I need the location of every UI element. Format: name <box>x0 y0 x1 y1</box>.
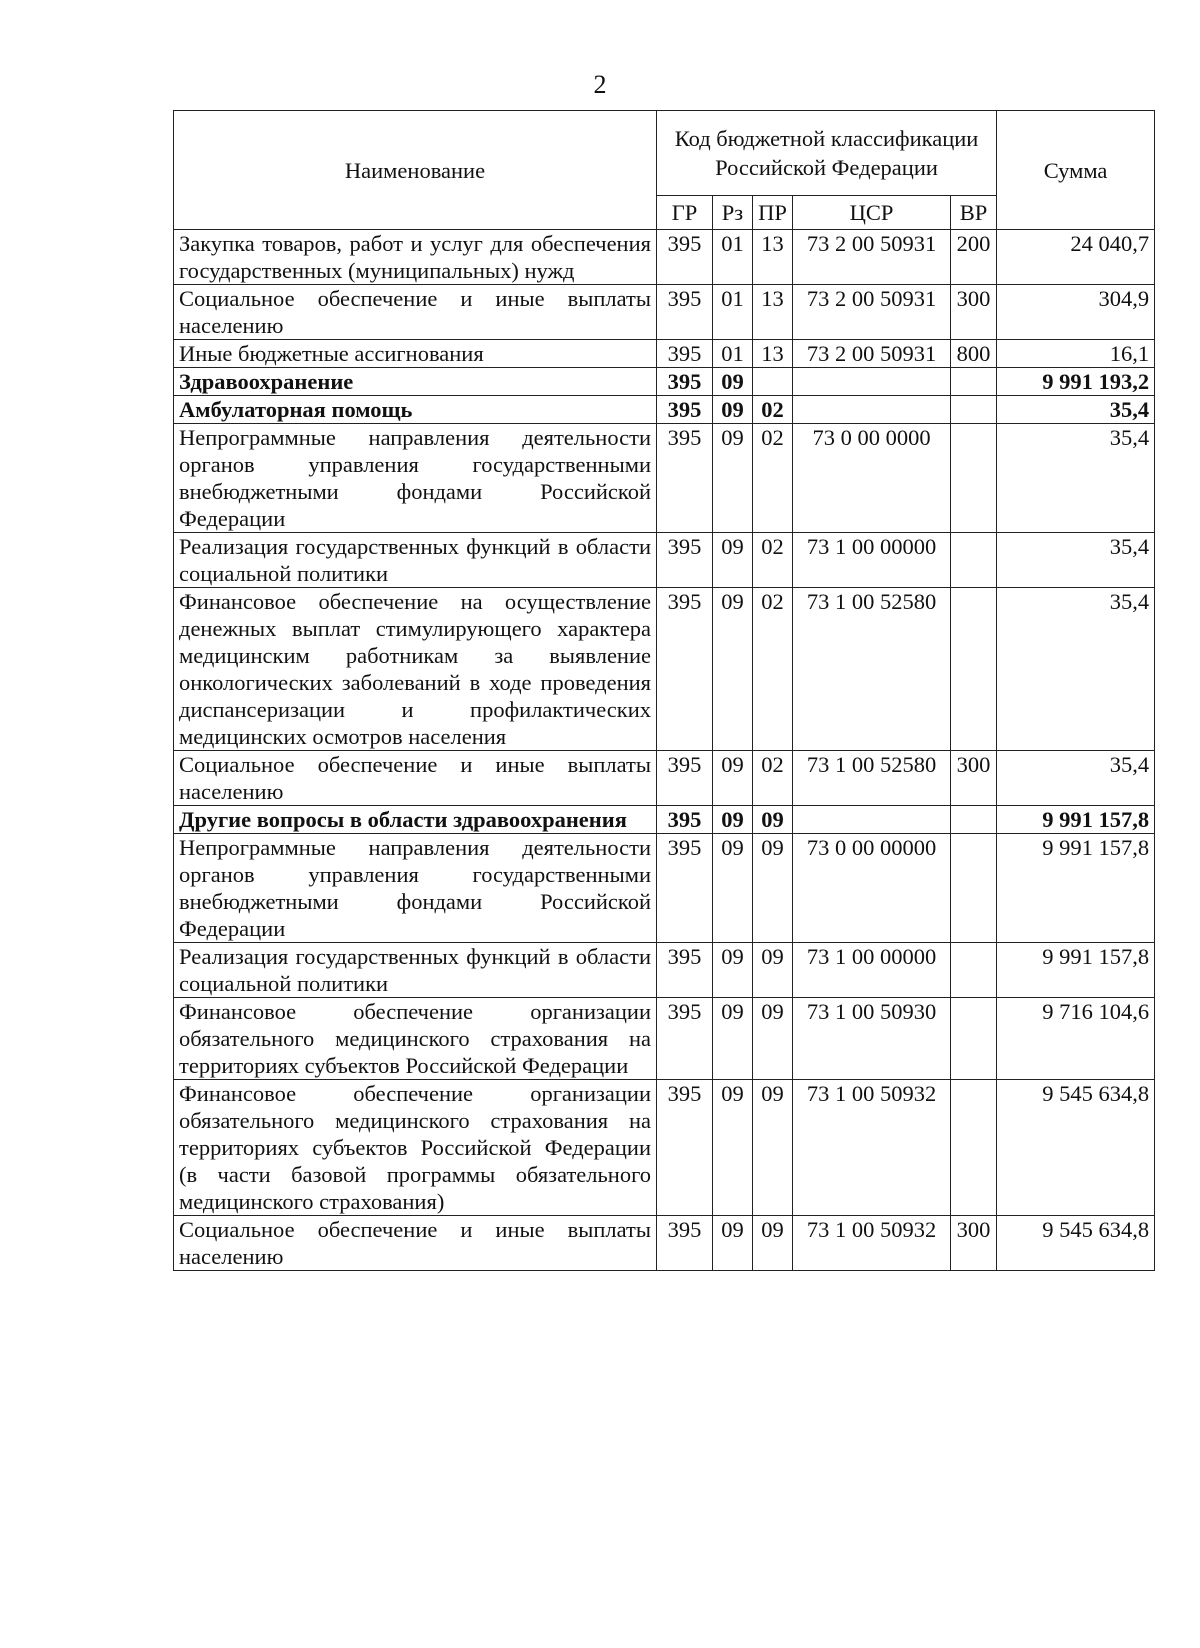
row-rz: 09 <box>713 1216 753 1271</box>
row-name: Амбулаторная помощь <box>174 396 657 424</box>
row-pr: 09 <box>753 998 793 1080</box>
header-vr: ВР <box>951 196 997 230</box>
row-csr <box>793 806 951 834</box>
row-pr: 02 <box>753 396 793 424</box>
row-sum: 35,4 <box>997 588 1155 751</box>
row-sum: 9 545 634,8 <box>997 1216 1155 1271</box>
row-csr: 73 1 00 00000 <box>793 533 951 588</box>
row-sum: 16,1 <box>997 340 1155 368</box>
row-pr: 13 <box>753 285 793 340</box>
row-vr <box>951 368 997 396</box>
row-vr <box>951 396 997 424</box>
table-row <box>174 533 1155 588</box>
row-name: Закупка товаров, работ и услуг для обеспечения государственных (муниципальных) нужд <box>174 230 657 285</box>
row-gr: 395 <box>657 396 713 424</box>
table-row <box>174 943 1155 998</box>
row-name: Здравоохранение <box>174 368 657 396</box>
row-rz: 09 <box>713 806 753 834</box>
row-rz: 09 <box>713 368 753 396</box>
table-row <box>174 806 1155 834</box>
row-csr <box>793 396 951 424</box>
row-rz: 09 <box>713 533 753 588</box>
row-csr: 73 1 00 50932 <box>793 1216 951 1271</box>
row-sum: 9 991 157,8 <box>997 834 1155 943</box>
row-vr: 200 <box>951 230 997 285</box>
row-gr: 395 <box>657 368 713 396</box>
row-sum: 9 991 157,8 <box>997 943 1155 998</box>
row-pr: 09 <box>753 1216 793 1271</box>
row-rz: 09 <box>713 396 753 424</box>
row-gr: 395 <box>657 230 713 285</box>
row-rz: 01 <box>713 285 753 340</box>
row-pr: 09 <box>753 834 793 943</box>
row-gr: 395 <box>657 943 713 998</box>
row-rz: 09 <box>713 943 753 998</box>
row-rz: 09 <box>713 424 753 533</box>
row-pr: 02 <box>753 424 793 533</box>
row-vr: 800 <box>951 340 997 368</box>
table-row <box>174 424 1155 533</box>
row-sum: 35,4 <box>997 396 1155 424</box>
row-gr: 395 <box>657 834 713 943</box>
row-name: Реализация государственных функций в области социальной политики <box>174 533 657 588</box>
row-gr: 395 <box>657 806 713 834</box>
header-gr: ГР <box>657 196 713 230</box>
row-name: Непрограммные направления деятельности органов управления государственными внебюджетными фондами Российской Федерации <box>174 834 657 943</box>
row-vr <box>951 533 997 588</box>
table-row <box>174 1080 1155 1216</box>
row-csr: 73 1 00 50932 <box>793 1080 951 1216</box>
row-gr: 395 <box>657 424 713 533</box>
row-name: Социальное обеспечение и иные выплаты населению <box>174 751 657 806</box>
table-row <box>174 340 1155 368</box>
row-vr: 300 <box>951 285 997 340</box>
row-csr: 73 2 00 50931 <box>793 230 951 285</box>
row-rz: 09 <box>713 834 753 943</box>
row-vr <box>951 834 997 943</box>
table-row <box>174 230 1155 285</box>
row-csr: 73 1 00 00000 <box>793 943 951 998</box>
row-name: Иные бюджетные ассигнования <box>174 340 657 368</box>
row-vr <box>951 1080 997 1216</box>
row-rz: 09 <box>713 1080 753 1216</box>
row-sum: 304,9 <box>997 285 1155 340</box>
row-rz: 09 <box>713 751 753 806</box>
row-gr: 395 <box>657 285 713 340</box>
row-vr <box>951 806 997 834</box>
header-name: Наименование <box>174 111 657 230</box>
page-number: 2 <box>593 70 607 99</box>
row-pr: 13 <box>753 230 793 285</box>
row-sum: 35,4 <box>997 533 1155 588</box>
header-csr: ЦСР <box>793 196 951 230</box>
header-rz: Рз <box>713 196 753 230</box>
row-sum: 35,4 <box>997 424 1155 533</box>
row-sum: 9 991 157,8 <box>997 806 1155 834</box>
row-pr: 09 <box>753 1080 793 1216</box>
row-name: Непрограммные направления деятельности органов управления государственными внебюджетными фондами Российской Федерации <box>174 424 657 533</box>
row-pr: 02 <box>753 588 793 751</box>
table-row <box>174 751 1155 806</box>
header-code-group: Код бюджетной классификации Российской Федерации <box>657 111 997 196</box>
row-name: Реализация государственных функций в области социальной политики <box>174 943 657 998</box>
row-vr <box>951 424 997 533</box>
table-row <box>174 1216 1155 1271</box>
header-pr: ПР <box>753 196 793 230</box>
row-csr: 73 1 00 52580 <box>793 588 951 751</box>
row-gr: 395 <box>657 751 713 806</box>
row-name: Социальное обеспечение и иные выплаты населению <box>174 285 657 340</box>
row-csr: 73 1 00 52580 <box>793 751 951 806</box>
row-sum: 35,4 <box>997 751 1155 806</box>
row-gr: 395 <box>657 1216 713 1271</box>
table-row <box>174 834 1155 943</box>
table-row <box>174 285 1155 340</box>
table-row <box>174 368 1155 396</box>
row-pr: 09 <box>753 943 793 998</box>
row-rz: 01 <box>713 230 753 285</box>
row-name: Социальное обеспечение и иные выплаты населению <box>174 1216 657 1271</box>
row-pr: 02 <box>753 533 793 588</box>
table-row <box>174 588 1155 751</box>
row-csr <box>793 368 951 396</box>
row-gr: 395 <box>657 998 713 1080</box>
row-csr: 73 0 00 0000 <box>793 424 951 533</box>
row-rz: 09 <box>713 998 753 1080</box>
row-pr: 13 <box>753 340 793 368</box>
row-pr: 02 <box>753 751 793 806</box>
row-sum: 9 716 104,6 <box>997 998 1155 1080</box>
row-csr: 73 0 00 00000 <box>793 834 951 943</box>
row-gr: 395 <box>657 533 713 588</box>
row-name: Финансовое обеспечение организации обязательного медицинского страхования на территориях субъектов Российской Федерации <box>174 998 657 1080</box>
table-row <box>174 396 1155 424</box>
row-csr: 73 2 00 50931 <box>793 340 951 368</box>
row-gr: 395 <box>657 1080 713 1216</box>
row-name: Финансовое обеспечение на осуществление денежных выплат стимулирующего характера медицинским работникам за выявление онкологических заболеваний в ходе проведения диспансеризации и профилактических медицинских осмотров населения <box>174 588 657 751</box>
row-sum: 24 040,7 <box>997 230 1155 285</box>
table-body <box>174 230 1155 1271</box>
row-gr: 395 <box>657 588 713 751</box>
row-sum: 9 545 634,8 <box>997 1080 1155 1216</box>
header-sum: Сумма <box>997 111 1155 230</box>
row-pr <box>753 368 793 396</box>
row-rz: 01 <box>713 340 753 368</box>
row-sum: 9 991 193,2 <box>997 368 1155 396</box>
row-vr <box>951 998 997 1080</box>
row-name: Другие вопросы в области здравоохранения <box>174 806 657 834</box>
row-vr <box>951 943 997 998</box>
row-vr: 300 <box>951 751 997 806</box>
row-vr: 300 <box>951 1216 997 1271</box>
row-csr: 73 2 00 50931 <box>793 285 951 340</box>
row-gr: 395 <box>657 340 713 368</box>
budget-table <box>173 110 1155 1271</box>
row-rz: 09 <box>713 588 753 751</box>
row-vr <box>951 588 997 751</box>
row-pr: 09 <box>753 806 793 834</box>
row-name: Финансовое обеспечение организации обязательного медицинского страхования на территориях субъектов Российской Федерации (в части базовой программы обязательного медицинского страхования) <box>174 1080 657 1216</box>
table-row <box>174 998 1155 1080</box>
row-csr: 73 1 00 50930 <box>793 998 951 1080</box>
